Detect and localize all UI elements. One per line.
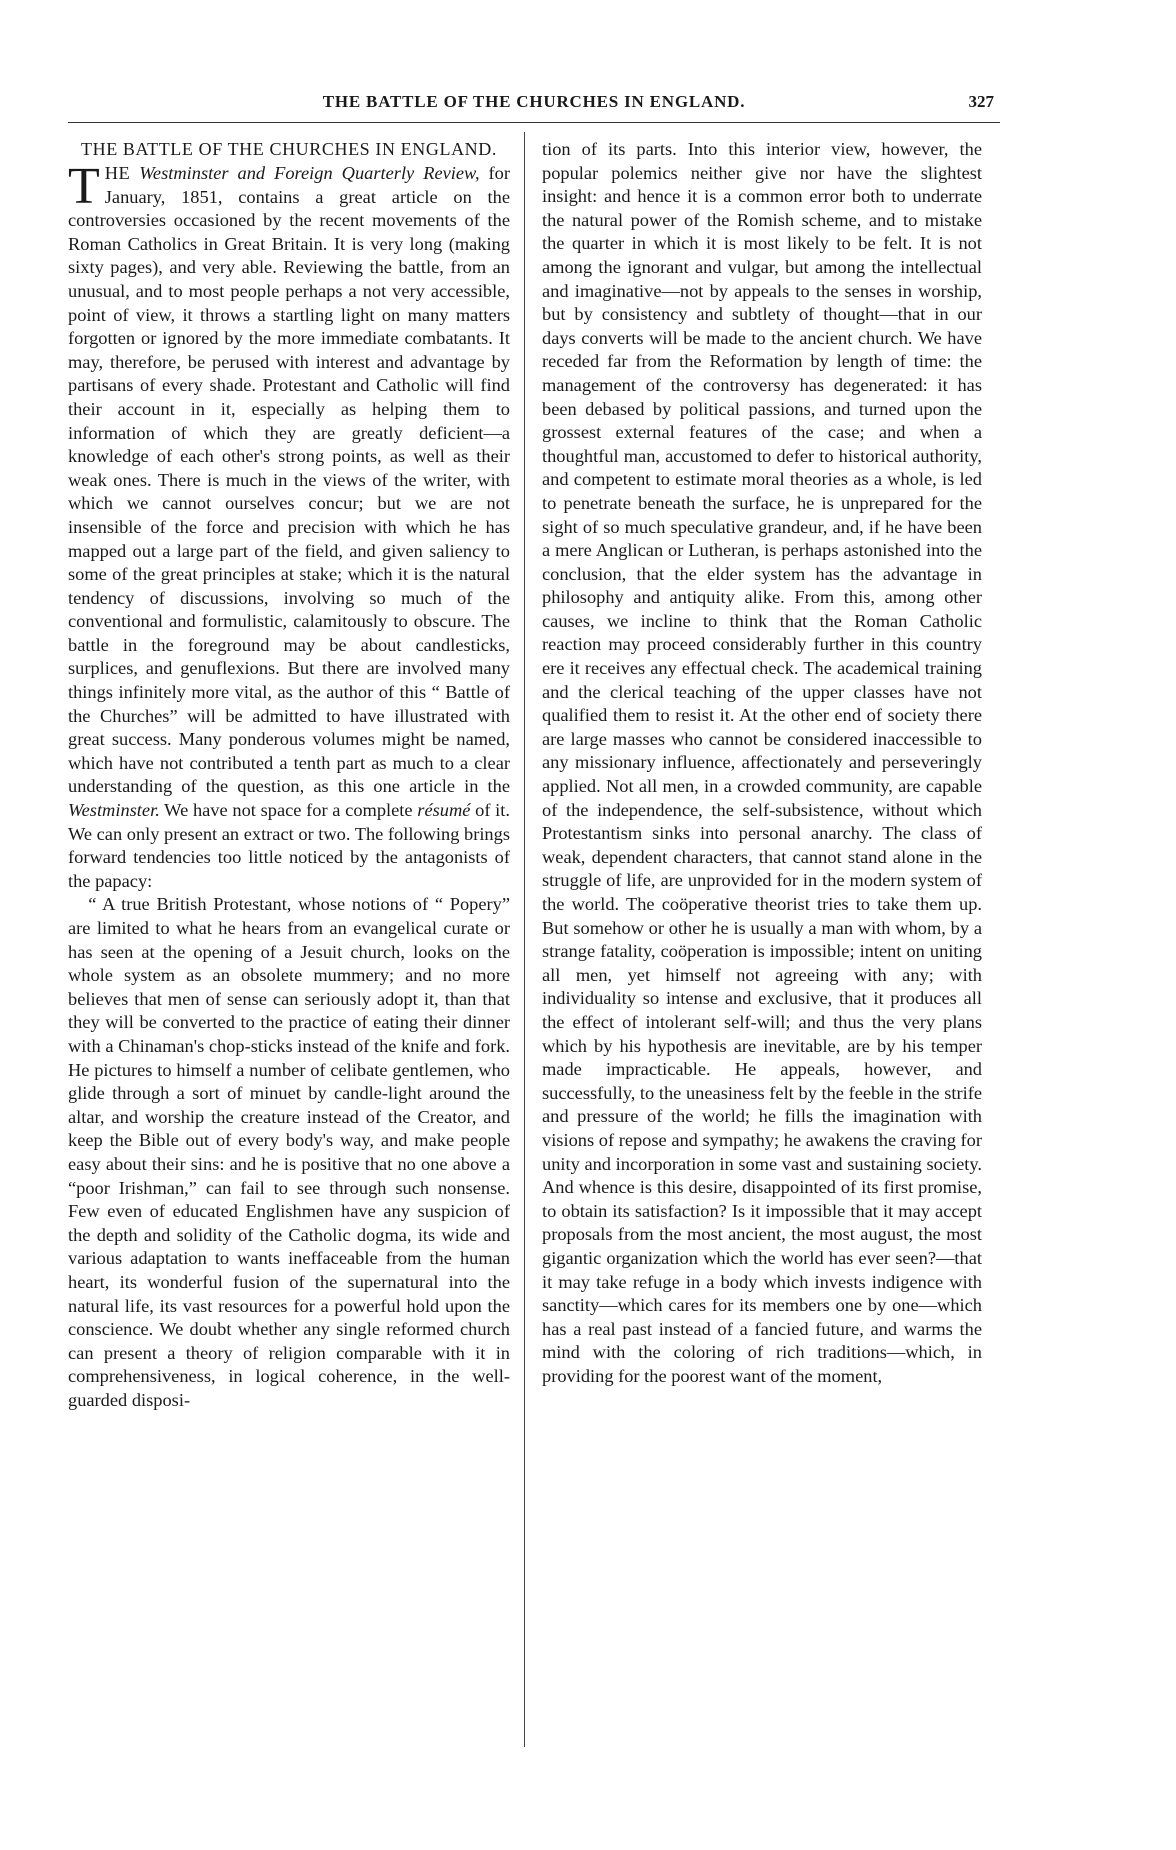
end-text: of it. We can only present an extract or two. The following brings forward tendencies too little noticed by the antagonists of the papacy: (68, 800, 510, 891)
left-column (68, 138, 510, 1412)
intro-first-word: HE (104, 163, 131, 183)
page-number: 327 (968, 92, 994, 111)
page (68, 92, 1000, 1772)
drop-cap: T (68, 158, 100, 215)
running-head (68, 92, 1000, 123)
westminster-word: Westminster. (68, 800, 160, 821)
article-title: THE BATTLE OF THE CHURCHES IN ENGLAND. (81, 139, 497, 159)
quote-paragraph-right: tion of its parts. Into this interior view, however, the popular polemics neither give nor have the slightest insight: and hence it is a common error both to underrate the natural power of the Romish scheme, and to mistake the quarter in which it is most likely to be felt. It is not among the ignorant and vulgar, but among the intellectual and imaginative—not by appeals to the senses in worship, but by consistency and subtlety of thought—that in our days converts will be made to the ancient church. We have receded far from the Reformation by length of time: the management of the controversy has degenerated: it has been debased by political passions, and turned upon the grossest external features of the case; and when a thoughtful man, accustomed to defer to historical authority, and competent to estimate moral theories as a whole, is led to penetrate beneath the surface, he is unprepared for the sight of so much speculative grandeur, and, if he have been a mere Anglican or Lutheran, is perhaps astonished into the conclusion, that the elder system has the advantage in philosophy and antiquity alike. From this, among other causes, we incline to think that the Roman Catholic reaction may proceed considerably further in this country ere it receives any effectual check. The academical training and the clerical teaching of the upper classes have not qualified them to resist it. At the other end of society there are large masses who cannot be considered inaccessible to any missionary influence, affectionately and perseveringly applied. Not all men, in a crowded community, are capable of the independence, the self-subsistence, without which Protestantism sinks into personal anarchy. The class of weak, dependent characters, that cannot stand alone in the struggle of life, are unprovided for in the modern system of the world. The coöperative theorist tries to take them up. But somehow or other he is usually a man with whom, by a strange fatality, coöperation is impossible; intent on uniting all men, yet himself not agreeing with any; with individuality so intense and exclusive, that it produces all the effect of intolerant self-will; and thus the very plans which by his hypothesis are inevitable, are by his temper made impracticable. He appeals, however, and successfully, to the uneasiness felt by the feeble in the strife and pressure of the world; he fills the imagination with visions of repose and sympathy; he awakens the craving for unity and incorporation in some vast and sustaining society. And whence is this desire, disappointed of its first promise, to obtain its satisfaction? Is it impossible that it may accept proposals from the most ancient, the most august, the most gigantic organization which the world has ever seen?—that it may take refuge in a body which invests indigence with sanctity—which cares for its members one by one—which has a real past instead of a fancied future, and warms the mind with the coloring of rich traditions—which, in providing for the poorest want of the moment, (542, 139, 982, 1386)
running-title: THE BATTLE OF THE CHURCHES IN ENGLAND. (322, 92, 746, 111)
quote-paragraph-left: “ A true British Protestant, whose notions of “ Popery” are limited to what he hears from an evangelical curate or has seen at the opening of a Jesuit church, looks on the whole system as an obsolete mummery; and no more believes that men of sense can seriously adopt it, than that they will be converted to the practice of eating their dinner with a Chinaman's chop-sticks instead of the knife and fork. He pictures to himself a number of celibate gentlemen, who glide through a sort of minuet by candle-light around the altar, and worship the creature instead of the Creator, and keep the Bible out of every body's way, and make people easy about their sins: and he is positive that no one above a “poor Irishman,” can fail to see through such nonsense. Few even of educated Englishmen have any suspicion of the depth and solidity of the Catholic dogma, its wide and various adaptation to wants ineffaceable from the human heart, its wonderful fusion of the supernatural into the natural life, its vast resources for a powerful hold upon the conscience. We doubt whether any single reformed church can present a theory of religion comparable with it in comprehensiveness, in logical coherence, in the well-guarded disposi- (68, 894, 510, 1410)
mid-text: We have not space for a complete (159, 800, 418, 821)
column-rule (524, 132, 525, 1747)
review-name: Westminster and Foreign Quarterly Review, (139, 163, 480, 183)
resume-word: résumé (417, 800, 471, 821)
right-column (542, 138, 982, 1388)
intro-paragraph (68, 158, 510, 893)
intro-text: for January, 1851, contains a great article on the controversies occasioned by the recent movements of the Roman Catholics in Great Britain. It is very long (making sixty pages), and very able. Reviewing the battle, from an unusual, and to most people perhaps a not very accessible, point of view, it throws a startling light on many matters forgotten or ignored by the more immediate combatants. It may, therefore, be perused with interest and advantage by partisans of every shade. Protestant and Catholic will find their account in it, especially as helping them to information of which they are greatly deficient—a knowledge of each other's strong points, as well as their weak ones. There is much in the views of the writer, with which we cannot ourselves concur; but we are not insensible of the force and precision with which he has mapped out a large part of the field, and given saliency to some of the great principles at stake; which it is the natural tendency of discussions, involving so much of the conventional and formulistic, calamitously to obscure. The battle in the foreground may be about candlesticks, surplices, and genuflexions. But there are involved many things infinitely more vital, as the author of this “ Battle of the Churches” will be admitted to have illustrated with great success. Many ponderous volumes might be named, which have not contributed a tenth part as much to a clear understanding of the question, as this one article in the (68, 163, 510, 797)
